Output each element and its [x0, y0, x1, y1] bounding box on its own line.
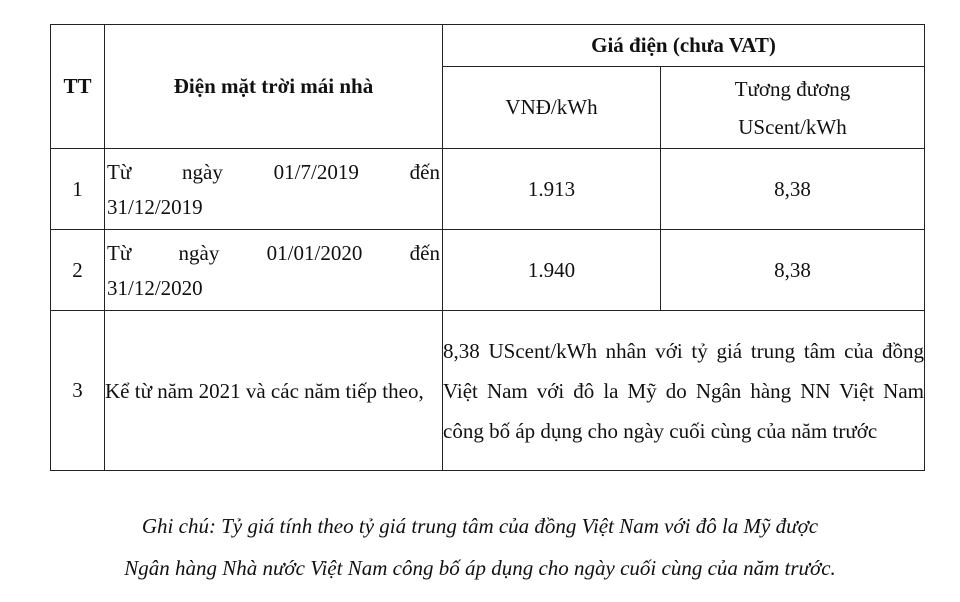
- row-period: [105, 230, 443, 311]
- row-period-line1: Từ ngày 01/01/2020 đến: [107, 241, 440, 265]
- row-tt: 1: [51, 149, 105, 230]
- header-item: Điện mặt trời mái nhà: [105, 25, 443, 149]
- row-period: [105, 149, 443, 230]
- header-tt: TT: [51, 25, 105, 149]
- row-period: Kể từ năm 2021 và các năm tiếp theo,: [105, 311, 443, 471]
- row-uscent: 8,38: [661, 149, 925, 230]
- footnote-line2: Ngân hàng Nhà nước Việt Nam công bố áp dụng cho ngày cuối cùng của năm trước.: [124, 556, 836, 580]
- footnote-line1: Ghi chú: Tỷ giá tính theo tỷ giá trung tâm của đồng Việt Nam với đô la Mỹ được: [141, 514, 819, 538]
- row-vnd: 1.940: [443, 230, 661, 311]
- row-period-line1: Từ ngày 01/7/2019 đến: [107, 160, 440, 184]
- row-vnd: 1.913: [443, 149, 661, 230]
- row-period-line2: 31/12/2020: [107, 276, 203, 300]
- row-uscent: 8,38: [661, 230, 925, 311]
- row-price-text: 8,38 UScent/kWh nhân với tỷ giá trung tâm của đồng Việt Nam với đô la Mỹ do Ngân hàng NN Việt Nam công bố áp dụng cho ngày cuối cùng của năm trước: [443, 311, 925, 471]
- header-vnd: VNĐ/kWh: [443, 67, 661, 149]
- price-table: [50, 24, 925, 471]
- header-equiv: [661, 67, 925, 149]
- row-period-line2: 31/12/2019: [107, 195, 203, 219]
- header-price-group: Giá điện (chưa VAT): [443, 25, 925, 67]
- footnote: [0, 505, 960, 589]
- header-equiv-line1: Tương đương: [734, 76, 851, 101]
- header-row: [51, 25, 925, 67]
- table-row: [51, 149, 925, 230]
- table-row: [51, 311, 925, 471]
- header-equiv-line2: UScent/kWh: [738, 114, 847, 139]
- row-tt: 2: [51, 230, 105, 311]
- row-tt: 3: [51, 311, 105, 471]
- table-row: [51, 230, 925, 311]
